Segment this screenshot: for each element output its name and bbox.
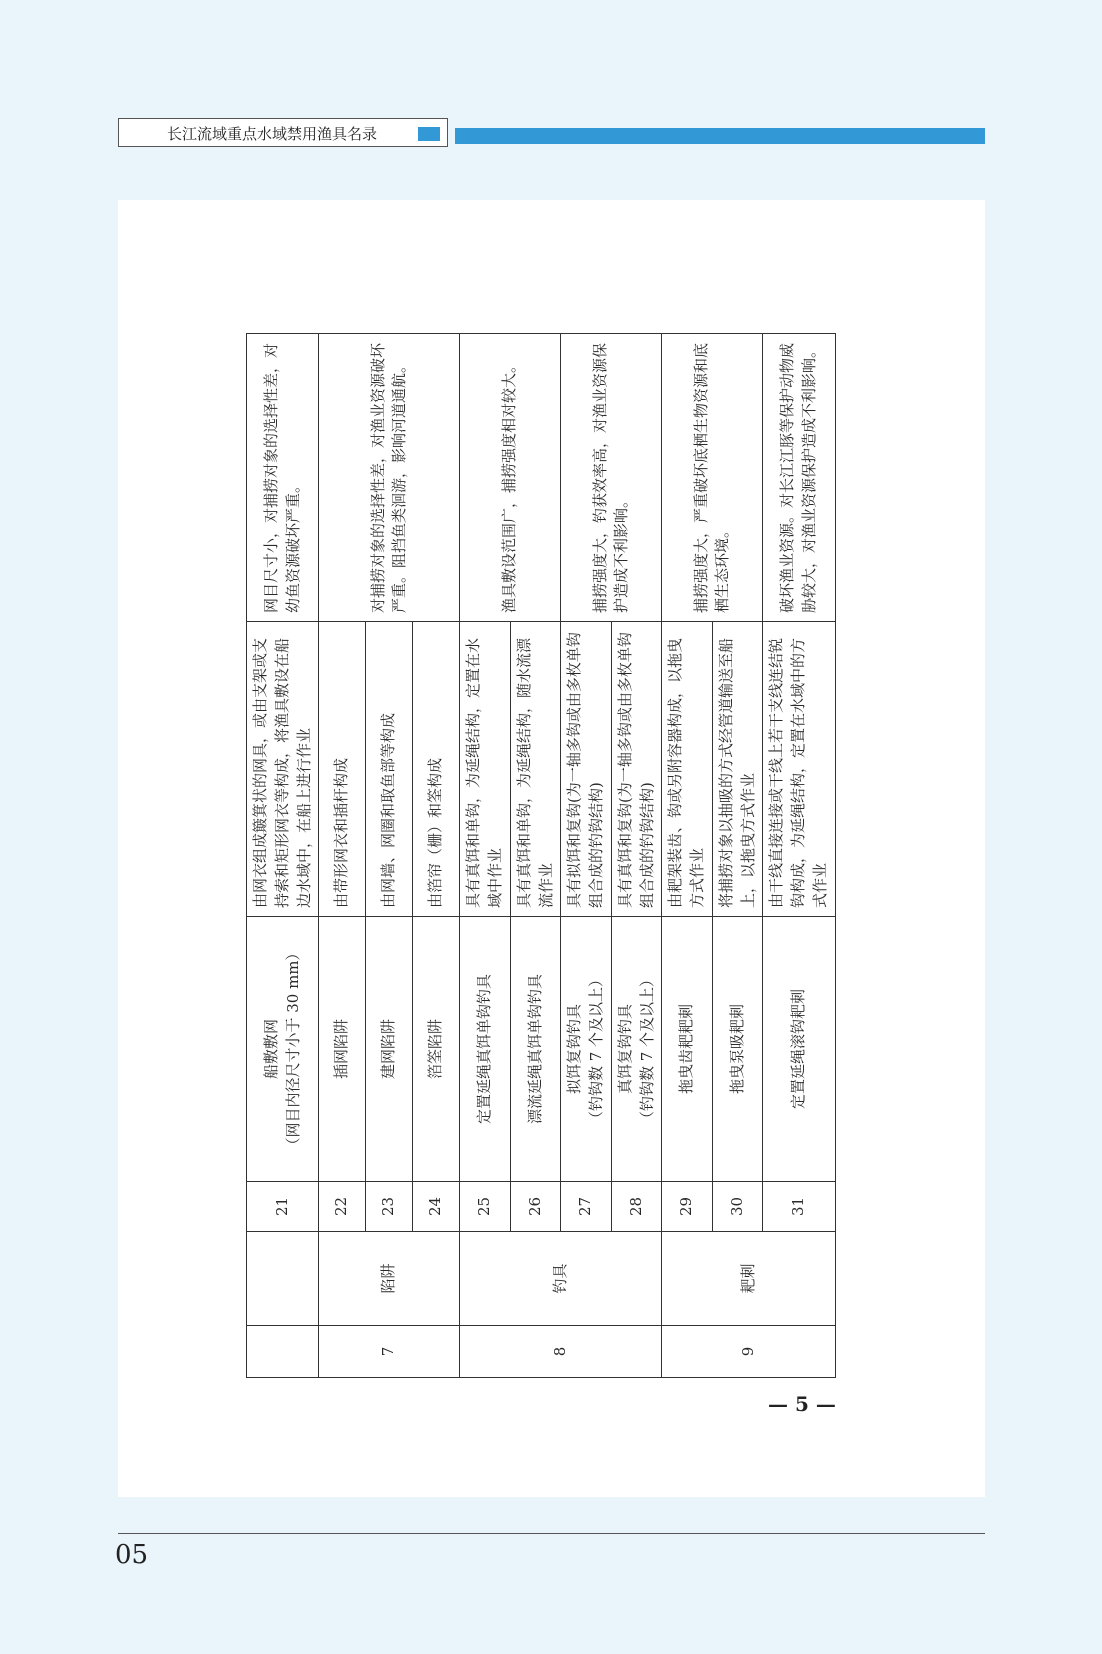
ban-reason: 捕捞强度大，钓获效率高，对渔业资源保护造成不利影响。 bbox=[561, 334, 662, 622]
gear-name: 定置延绳滚钩耙刺 bbox=[763, 917, 835, 1182]
table-row bbox=[662, 334, 713, 1378]
ban-reason: 网目尺寸小，对捕捞对象的选择性差，对幼鱼资源破坏严重。 bbox=[247, 334, 319, 622]
header-title: 长江流域重点水域禁用渔具名录 bbox=[167, 125, 378, 143]
gear-structure: 具有真饵和单钩，为延绳结构，随水流漂流作业 bbox=[510, 622, 561, 917]
gear-name: 定置延绳真饵单钩钓具 bbox=[460, 917, 511, 1182]
ban-reason: 破坏渔业资源。对长江江豚等保护动物威胁较大，对渔业资源保护造成不利影响。 bbox=[763, 334, 835, 622]
gear-structure: 由干线直接连接或干线上若干支线连结锐钩构成，为延绳结构，定置在水域中的方式作业 bbox=[763, 622, 835, 917]
gear-structure: 由网衣组成簸箕状的网具，或由支架或支持索和矩形网衣等构成，将渔具敷设在船边水域中，在船上进行作业 bbox=[247, 622, 319, 917]
gear-name: 真饵复钩钓具 （钓钩数 7 个及以上） bbox=[611, 917, 662, 1182]
table-row bbox=[319, 334, 366, 1378]
footer-page-number: 05 bbox=[115, 1540, 149, 1570]
table-row bbox=[763, 334, 835, 1378]
gear-index: 30 bbox=[712, 1182, 763, 1232]
gear-name: 拖曳泵吸耙刺 bbox=[712, 917, 763, 1182]
scanned-page bbox=[118, 200, 985, 1497]
banned-gear-table bbox=[246, 333, 836, 1378]
rotated-table bbox=[246, 334, 829, 1378]
gear-index: 29 bbox=[662, 1182, 713, 1232]
gear-index: 26 bbox=[510, 1182, 561, 1232]
category-number bbox=[247, 1326, 319, 1378]
category-name: 钓具 bbox=[460, 1232, 662, 1326]
gear-name: 漂流延绳真饵单钩钓具 bbox=[510, 917, 561, 1182]
gear-name: 拖曳齿耙耙刺 bbox=[662, 917, 713, 1182]
gear-index: 22 bbox=[319, 1182, 366, 1232]
gear-index: 23 bbox=[366, 1182, 413, 1232]
table-row bbox=[460, 334, 511, 1378]
category-name: 陷阱 bbox=[319, 1232, 460, 1326]
ban-reason: 渔具敷设范围广，捕捞强度相对较大。 bbox=[460, 334, 561, 622]
gear-index: 27 bbox=[561, 1182, 612, 1232]
table-row bbox=[247, 334, 319, 1378]
category-number: 9 bbox=[662, 1326, 835, 1378]
category-name: 耙刺 bbox=[662, 1232, 835, 1326]
gear-index: 24 bbox=[413, 1182, 460, 1232]
gear-name: 插网陷阱 bbox=[319, 917, 366, 1182]
header-square-mark bbox=[418, 127, 440, 141]
gear-name: 箔筌陷阱 bbox=[413, 917, 460, 1182]
gear-structure: 由带形网衣和插杆构成 bbox=[319, 622, 366, 917]
gear-name: 拟饵复钩钓具 （钓钩数 7 个及以上） bbox=[561, 917, 612, 1182]
gear-structure: 具有真饵和复钩(为一轴多钩或由多枚单钩组合成的钓钩结构) bbox=[611, 622, 662, 917]
gear-index: 28 bbox=[611, 1182, 662, 1232]
gear-structure: 由箔帘（栅）和筌构成 bbox=[413, 622, 460, 917]
header-title-box bbox=[118, 118, 448, 147]
scan-page-number: — 5 — bbox=[768, 1392, 836, 1416]
ban-reason: 捕捞强度大，严重破坏底栖生物资源和底栖生态环境。 bbox=[662, 334, 763, 622]
rotated-table-wrapper bbox=[246, 334, 829, 1378]
header-accent-bar bbox=[455, 128, 985, 144]
category-number: 8 bbox=[460, 1326, 662, 1378]
footer-divider bbox=[118, 1533, 985, 1534]
gear-structure: 具有真饵和单钩，为延绳结构，定置在水域中作业 bbox=[460, 622, 511, 917]
ban-reason: 对捕捞对象的选择性差，对渔业资源破坏严重。阻挡鱼类洄游，影响河道通航。 bbox=[319, 334, 460, 622]
gear-structure: 由耙架装齿、钩或另附容器构成，以拖曳方式作业 bbox=[662, 622, 713, 917]
category-name bbox=[247, 1232, 319, 1326]
gear-name: 建网陷阱 bbox=[366, 917, 413, 1182]
gear-structure: 将捕捞对象以抽吸的方式经管道输送至船上，以拖曳方式作业 bbox=[712, 622, 763, 917]
gear-structure: 由网墙、网圈和取鱼部等构成 bbox=[366, 622, 413, 917]
gear-name: 船敷敷网 （网目内径尺寸小于 30 mm） bbox=[247, 917, 319, 1182]
gear-index: 31 bbox=[763, 1182, 835, 1232]
table-row bbox=[561, 334, 612, 1378]
gear-structure: 具有拟饵和复钩(为一轴多钩或由多枚单钩组合成的钓钩结构) bbox=[561, 622, 612, 917]
category-number: 7 bbox=[319, 1326, 460, 1378]
gear-index: 21 bbox=[247, 1182, 319, 1232]
gear-index: 25 bbox=[460, 1182, 511, 1232]
